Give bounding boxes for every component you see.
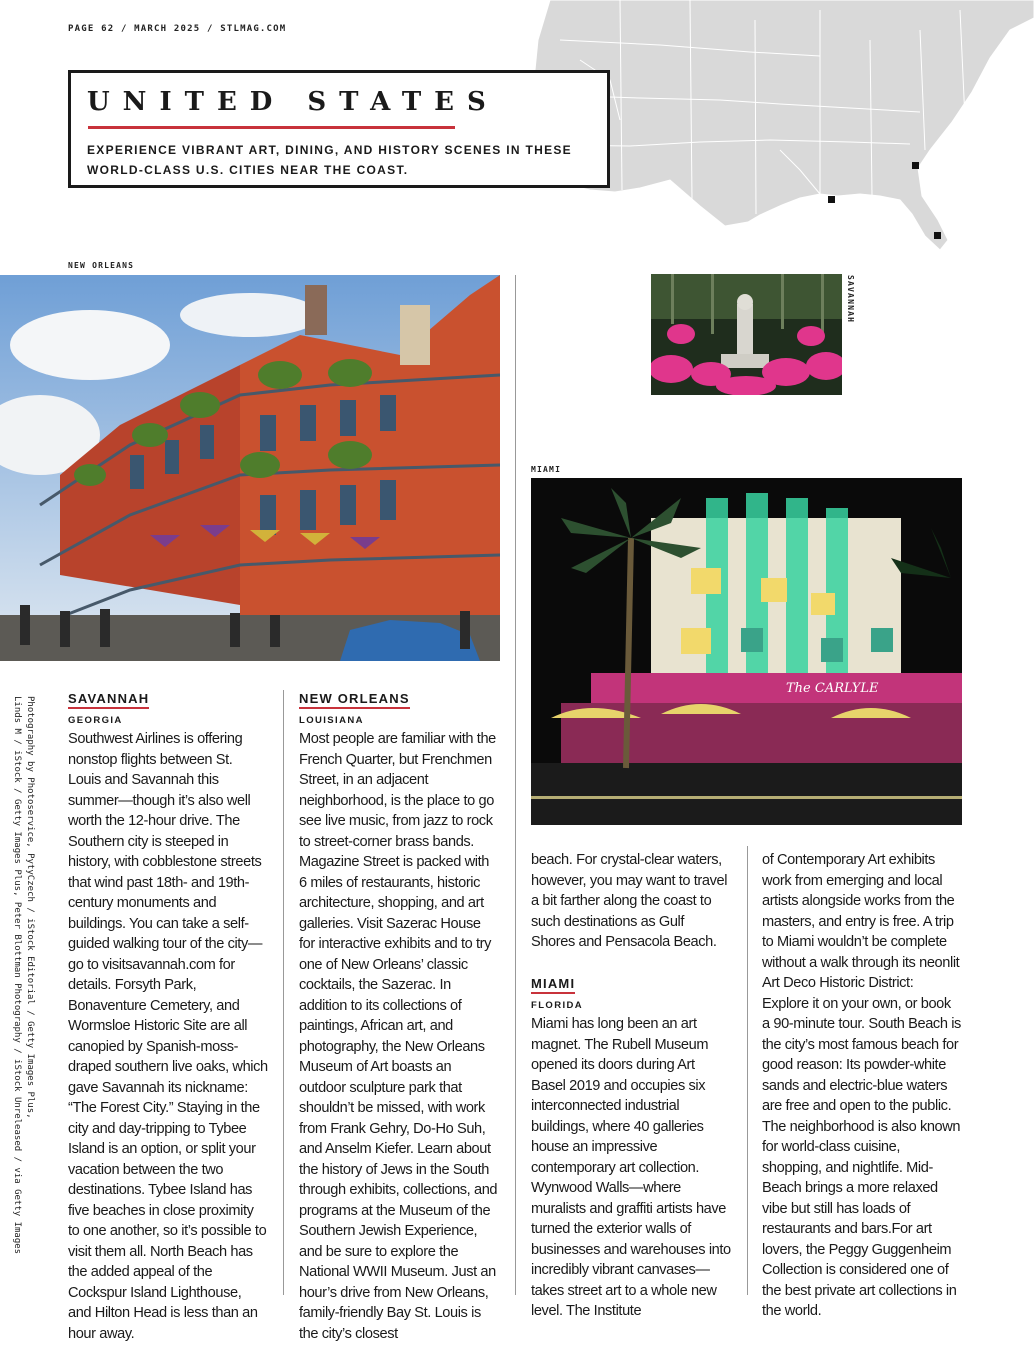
column-rule-1 <box>283 690 284 1295</box>
new-orleans-section <box>299 690 499 1344</box>
column-rule-3 <box>747 846 748 1295</box>
miami-photo-caption: MIAMI <box>531 465 562 474</box>
miami-section <box>531 975 731 1322</box>
savannah-state: GEORGIA <box>68 715 123 726</box>
new-orleans-marker <box>828 196 835 203</box>
miami-continued <box>762 850 962 1322</box>
new-orleans-heading: NEW ORLEANS <box>299 691 410 709</box>
miami-marker <box>934 232 941 239</box>
page-title: UNITED STATES <box>87 87 499 117</box>
photo-credit-line-2: Linds M / iStock / Getty Images Plus, Peter Blottman Photography / iStock Unreleased / via Getty Images <box>12 696 22 1255</box>
title-box <box>68 70 610 188</box>
savannah-heading: SAVANNAH <box>68 691 149 709</box>
savannah-section <box>68 690 268 1344</box>
miami-body: Miami has long been an art magnet. The Rubell Museum opened its doors during Art Basel 2019 and occupies six interconnected industrial buildings, where 40 galleries house an impressive contemporary art collection. Wynwood Walls—where muralists and graffiti artists have turned the exterior walls of businesses and warehouses into incredibly vibrant canvases—takes street art to a whole new level. The Institute <box>531 1016 731 1319</box>
new-orleans-state: LOUISIANA <box>299 715 364 726</box>
title-underline <box>88 126 455 129</box>
photo-credit <box>10 696 36 1296</box>
new-orleans-body: Most people are familiar with the French Quarter, but Frenchmen Street, in an adjacent neighborhood, is the place to go see live music, from jazz to rock to street-corner brass bands. Magazine Street is packed with 6 miles of restaurants, historic architecture, shopping, and art galleries. Visit Sazerac House for interactive exhibits and to try one of New Orleans’ classic cocktails, the Sazerac. In addition to its collections of paintings, African art, and photography, the New Orleans Museum of Art boasts an outdoor sculpture park that shouldn’t be missed, with work from Frank Gehry, Do-Ho Suh, and Anselm Kiefer. Learn about the history of Jews in the South through exhibits, collections, and programs at the Museum of the Southern Jewish Experience, and be sure to explore the National WWII Museum. Just an hour’s drive from New Orleans, family-friendly Bay St. Louis is the city’s closest <box>299 731 498 1342</box>
new-orleans-continued-body: beach. For crystal-clear waters, however, you may want to travel a bit farther along the coast to such destinations as Gulf Shores and Pensacola Beach. <box>531 852 728 950</box>
photo-credit-line-1: Photography by Photoservice, PytyCzech / iStock Editorial / Getty Images Plus, <box>25 696 35 1119</box>
new-orleans-continued <box>531 850 731 953</box>
column-rule-2 <box>515 275 516 1295</box>
new-orleans-photo <box>0 275 500 661</box>
miami-heading: MIAMI <box>531 976 575 994</box>
deck: EXPERIENCE VIBRANT ART, DINING, AND HISTORY SCENES IN THESE WORLD-CLASS U.S. CITIES NEAR THE COAST. <box>87 143 572 177</box>
miami-state: FLORIDA <box>531 1000 584 1011</box>
miami-continued-body: of Contemporary Art exhibits work from emerging and local artists alongside works from the masters, and entry is free. A trip to Miami wouldn’t be complete without a walk through its neonlit Art Deco Historic District: Explore it on your own, or book a 90-minute tour. South Beach is the city’s most famous beach for good reason: Its powder-white sands and electric-blue waters are free and open to the public. The neighborhood is also known for world-class cuisine, shopping, and nightlife. Mid-Beach brings a more relaxed vibe but still has loads of restaurants and bars.For art lovers, the Peggy Guggenheim Collection is considered one of the best private art collections in the world. <box>762 852 961 1319</box>
savannah-marker <box>912 162 919 169</box>
savannah-body: Southwest Airlines is offering nonstop flights between St. Louis and Savannah this summer—though it’s also well worth the 12-hour drive. The Southern city is steeped in history, with cobblestone streets that wind past 18th- and 19th-century monuments and buildings. You can take a self-guided walking tour of the city—go to visitsavannah.com for details. Forsyth Park, Bonaventure Cemetery, and Wormsloe Historic Site are all canopied by Spanish-moss-draped southern live oaks, which gave Savannah its nickname: “The Forest City.” Staying in the city and day-tripping to Tybee Island is an option, or split your vacation between the two destinations. Tybee Island has five beaches in close proximity to one another, so it’s possible to visit them all. North Beach has the added appeal of the Cockspur Island Lighthouse, and Hilton Head is less than an hour away. <box>68 731 268 1342</box>
savannah-photo-caption: SAVANNAH <box>846 275 855 324</box>
miami-photo <box>531 478 962 825</box>
new-orleans-photo-caption: NEW ORLEANS <box>68 261 135 270</box>
folio: PAGE 62 / MARCH 2025 / STLMAG.COM <box>68 24 287 34</box>
savannah-photo <box>651 274 842 395</box>
miami-hotel-sign: The CARLYLE <box>786 681 879 696</box>
